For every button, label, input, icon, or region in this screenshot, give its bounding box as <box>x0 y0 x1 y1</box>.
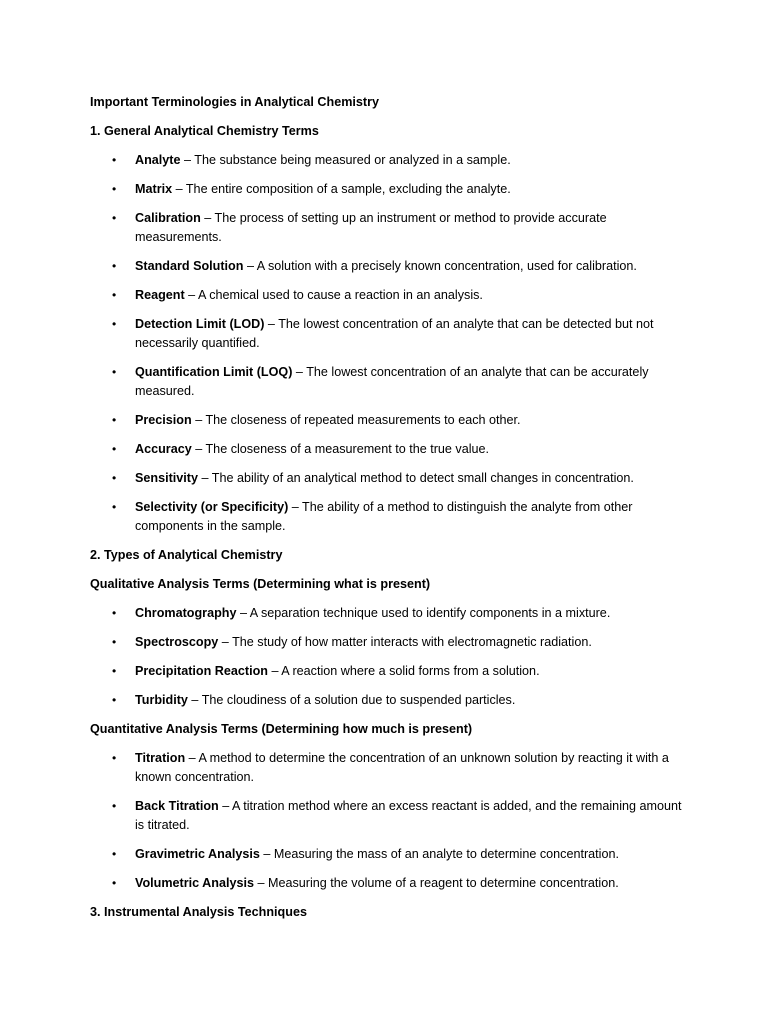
term-label: Detection Limit (LOD) <box>135 317 265 331</box>
term-definition: – The lowest concentration of an analyte that can be detected but not necessarily quantified. <box>135 317 654 350</box>
term-definition: – The entire composition of a sample, excluding the analyte. <box>172 182 511 196</box>
bullet-icon: • <box>112 442 117 456</box>
list-item <box>90 151 690 170</box>
bullet-icon: • <box>112 413 117 427</box>
list-item <box>90 604 690 623</box>
list-item <box>90 315 690 353</box>
term-definition: – The lowest concentration of an analyte that can be accurately measured. <box>135 365 649 398</box>
bullet-icon: • <box>112 799 117 813</box>
term-definition: – The closeness of a measurement to the true value. <box>191 442 490 456</box>
term-label: Reagent <box>135 288 185 302</box>
term-definition: – The closeness of repeated measurements to each other. <box>191 413 521 427</box>
term-label: Spectroscopy <box>135 635 219 649</box>
term-label: Titration <box>135 751 186 765</box>
list-item <box>90 797 690 835</box>
term-definition: – The study of how matter interacts with electromagnetic radiation. <box>218 635 592 649</box>
term-label: Standard Solution <box>135 259 244 273</box>
term-label: Precipitation Reaction <box>135 664 268 678</box>
term-definition: – Measuring the mass of an analyte to determine concentration. <box>259 847 619 861</box>
document-body <box>90 93 690 932</box>
term-label: Gravimetric Analysis <box>135 847 260 861</box>
term-definition: – The cloudiness of a solution due to suspended particles. <box>187 693 516 707</box>
term-label: Precision <box>135 413 192 427</box>
term-definition: – A chemical used to cause a reaction in an analysis. <box>184 288 483 302</box>
bullet-icon: • <box>112 500 117 514</box>
bullet-icon: • <box>112 693 117 707</box>
list-item <box>90 180 690 199</box>
term-definition: – The ability of a method to distinguish the analyte from other components in the sample. <box>135 500 633 533</box>
bullet-icon: • <box>112 847 117 861</box>
term-label: Sensitivity <box>135 471 198 485</box>
list-item <box>90 498 690 536</box>
section-heading-general-terms: 1. General Analytical Chemistry Terms <box>90 124 319 138</box>
term-definition: – A solution with a precisely known concentration, used for calibration. <box>243 259 637 273</box>
qualitative-terms-list <box>90 604 690 710</box>
list-item <box>90 363 690 401</box>
term-label: Selectivity (or Specificity) <box>135 500 289 514</box>
list-item <box>90 257 690 276</box>
list-item <box>90 209 690 247</box>
bullet-icon: • <box>112 751 117 765</box>
bullet-icon: • <box>112 211 117 225</box>
subsection-heading-quantitative: Quantitative Analysis Terms (Determining how much is present) <box>90 722 473 736</box>
list-item <box>90 469 690 488</box>
term-label: Back Titration <box>135 799 219 813</box>
term-label: Chromatography <box>135 606 237 620</box>
term-label: Matrix <box>135 182 173 196</box>
bullet-icon: • <box>112 471 117 485</box>
term-label: Volumetric Analysis <box>135 876 254 890</box>
bullet-icon: • <box>112 153 117 167</box>
list-item <box>90 440 690 459</box>
list-item <box>90 662 690 681</box>
general-terms-list <box>90 151 690 536</box>
section-heading-types: 2. Types of Analytical Chemistry <box>90 548 283 562</box>
term-definition: – The substance being measured or analyzed in a sample. <box>180 153 511 167</box>
term-label: Analyte <box>135 153 181 167</box>
list-item <box>90 286 690 305</box>
document-title: Important Terminologies in Analytical Chemistry <box>90 95 380 109</box>
bullet-icon: • <box>112 259 117 273</box>
list-item <box>90 749 690 787</box>
list-item <box>90 633 690 652</box>
term-label: Calibration <box>135 211 201 225</box>
term-definition: – A reaction where a solid forms from a solution. <box>267 664 540 678</box>
term-label: Turbidity <box>135 693 188 707</box>
term-definition: – The ability of an analytical method to detect small changes in concentration. <box>198 471 634 485</box>
term-definition: – Measuring the volume of a reagent to determine concentration. <box>253 876 619 890</box>
term-definition: – A separation technique used to identify components in a mixture. <box>236 606 611 620</box>
term-definition: – The process of setting up an instrument or method to provide accurate measurements. <box>135 211 607 244</box>
bullet-icon: • <box>112 635 117 649</box>
bullet-icon: • <box>112 182 117 196</box>
bullet-icon: • <box>112 288 117 302</box>
list-item <box>90 691 690 710</box>
list-item <box>90 411 690 430</box>
bullet-icon: • <box>112 876 117 890</box>
bullet-icon: • <box>112 317 117 331</box>
list-item <box>90 845 690 864</box>
bullet-icon: • <box>112 606 117 620</box>
bullet-icon: • <box>112 365 117 379</box>
subsection-heading-qualitative: Qualitative Analysis Terms (Determining what is present) <box>90 577 431 591</box>
section-heading-instrumental: 3. Instrumental Analysis Techniques <box>90 905 307 919</box>
term-label: Quantification Limit (LOQ) <box>135 365 293 379</box>
list-item <box>90 874 690 893</box>
term-label: Accuracy <box>135 442 192 456</box>
bullet-icon: • <box>112 664 117 678</box>
quantitative-terms-list <box>90 749 690 893</box>
term-definition: – A method to determine the concentration of an unknown solution by reacting it with a known concentration. <box>135 751 669 784</box>
term-definition: – A titration method where an excess reactant is added, and the remaining amount is titrated. <box>135 799 682 832</box>
